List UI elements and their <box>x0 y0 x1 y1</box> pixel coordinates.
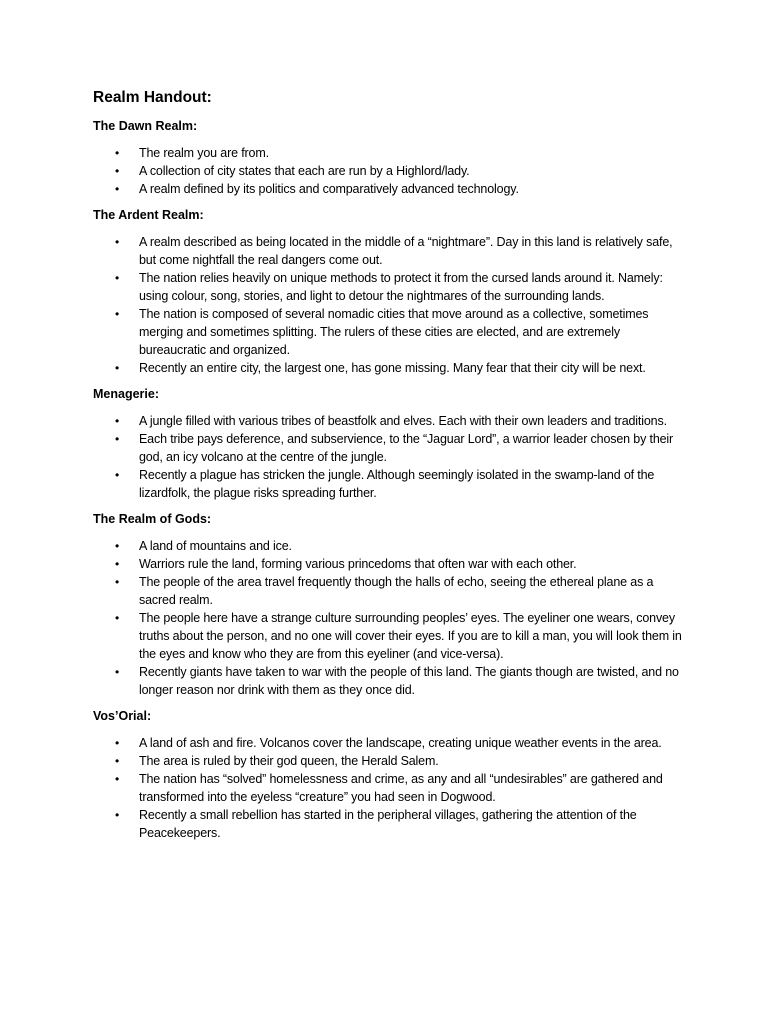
bullet-list <box>93 144 683 198</box>
list-item-text: The nation has “solved” homelessness and crime, as any and all “undesirables” are gathered and transformed into the eyeless “creature” you had seen in Dogwood. <box>139 772 663 804</box>
list-item <box>93 144 683 162</box>
list-item <box>93 305 683 359</box>
bullet-icon: • <box>115 182 120 196</box>
section-realm-of-gods <box>93 511 683 699</box>
list-item-text: Warriors rule the land, forming various princedoms that often war with each other. <box>139 557 577 571</box>
bullet-icon: • <box>115 432 120 446</box>
bullet-icon: • <box>115 665 120 679</box>
list-item-text: The people of the area travel frequently though the halls of echo, seeing the ethereal plane as a sacred realm. <box>139 575 654 607</box>
list-item <box>93 162 683 180</box>
bullet-list <box>93 537 683 699</box>
bullet-icon: • <box>115 468 120 482</box>
list-item-text: A realm defined by its politics and comparatively advanced technology. <box>139 182 519 196</box>
section-heading: The Realm of Gods: <box>93 512 212 526</box>
bullet-icon: • <box>115 146 120 160</box>
list-item <box>93 430 683 466</box>
list-item <box>93 555 683 573</box>
list-item-text: The nation is composed of several nomadic cities that move around as a collective, sometimes merging and sometimes splitting. The rulers of these cities are elected, and are extremely bureaucratic and organized. <box>139 307 649 357</box>
list-item-text: Recently an entire city, the largest one, has gone missing. Many fear that their city will be next. <box>139 361 646 375</box>
bullet-icon: • <box>115 772 120 786</box>
section-menagerie <box>93 386 683 502</box>
section-ardent-realm <box>93 207 683 377</box>
list-item-text: A realm described as being located in the middle of a “nightmare”. Day in this land is relatively safe, but come nightfall the real dangers come out. <box>139 235 673 267</box>
bullet-list <box>93 734 683 842</box>
list-item <box>93 663 683 699</box>
list-item <box>93 806 683 842</box>
section-heading: The Dawn Realm: <box>93 119 198 133</box>
list-item <box>93 752 683 770</box>
bullet-icon: • <box>115 736 120 750</box>
list-item-text: The area is ruled by their god queen, the Herald Salem. <box>139 754 439 768</box>
list-item-text: Each tribe pays deference, and subservience, to the “Jaguar Lord”, a warrior leader chosen by their god, an icy volcano at the centre of the jungle. <box>139 432 674 464</box>
list-item-text: Recently a small rebellion has started in the peripheral villages, gathering the attention of the Peacekeepers. <box>139 808 637 840</box>
section-vos-orial <box>93 708 683 842</box>
list-item <box>93 359 683 377</box>
document-page <box>93 88 683 851</box>
bullet-icon: • <box>115 611 120 625</box>
list-item <box>93 466 683 502</box>
list-item <box>93 233 683 269</box>
bullet-icon: • <box>115 361 120 375</box>
section-heading: Menagerie: <box>93 387 159 401</box>
list-item <box>93 609 683 663</box>
list-item-text: The nation relies heavily on unique methods to protect it from the cursed lands around it. Namely: using colour, song, stories, and light to detour the nightmares of the surrounding lands. <box>139 271 663 303</box>
list-item <box>93 537 683 555</box>
list-item <box>93 770 683 806</box>
section-heading: The Ardent Realm: <box>93 208 204 222</box>
bullet-list <box>93 233 683 377</box>
bullet-icon: • <box>115 808 120 822</box>
section-heading: Vos’Orial: <box>93 709 152 723</box>
list-item <box>93 412 683 430</box>
list-item <box>93 180 683 198</box>
bullet-icon: • <box>115 307 120 321</box>
list-item-text: A jungle filled with various tribes of beastfolk and elves. Each with their own leaders and traditions. <box>139 414 667 428</box>
list-item-text: The realm you are from. <box>139 146 269 160</box>
bullet-icon: • <box>115 271 120 285</box>
bullet-list <box>93 412 683 502</box>
list-item-text: A land of mountains and ice. <box>139 539 292 553</box>
bullet-icon: • <box>115 539 120 553</box>
bullet-icon: • <box>115 414 120 428</box>
section-dawn-realm <box>93 118 683 198</box>
list-item-text: Recently giants have taken to war with the people of this land. The giants though are twisted, and no longer reason nor drink with them as they once did. <box>139 665 679 697</box>
bullet-icon: • <box>115 754 120 768</box>
bullet-icon: • <box>115 557 120 571</box>
list-item-text: Recently a plague has stricken the jungle. Although seemingly isolated in the swamp-land of the lizardfolk, the plague risks spreading further. <box>139 468 655 500</box>
bullet-icon: • <box>115 575 120 589</box>
list-item <box>93 734 683 752</box>
bullet-icon: • <box>115 164 120 178</box>
document-title: Realm Handout: <box>93 89 212 106</box>
list-item-text: A land of ash and fire. Volcanos cover the landscape, creating unique weather events in the area. <box>139 736 662 750</box>
list-item <box>93 573 683 609</box>
list-item-text: A collection of city states that each are run by a Highlord/lady. <box>139 164 470 178</box>
list-item-text: The people here have a strange culture surrounding peoples’ eyes. The eyeliner one wears, convey truths about the person, and no one will cover their eyes. If you are to kill a man, you will look them in the eyes and know who they are from this eyeliner (and vice-versa). <box>139 611 682 661</box>
list-item <box>93 269 683 305</box>
bullet-icon: • <box>115 235 120 249</box>
